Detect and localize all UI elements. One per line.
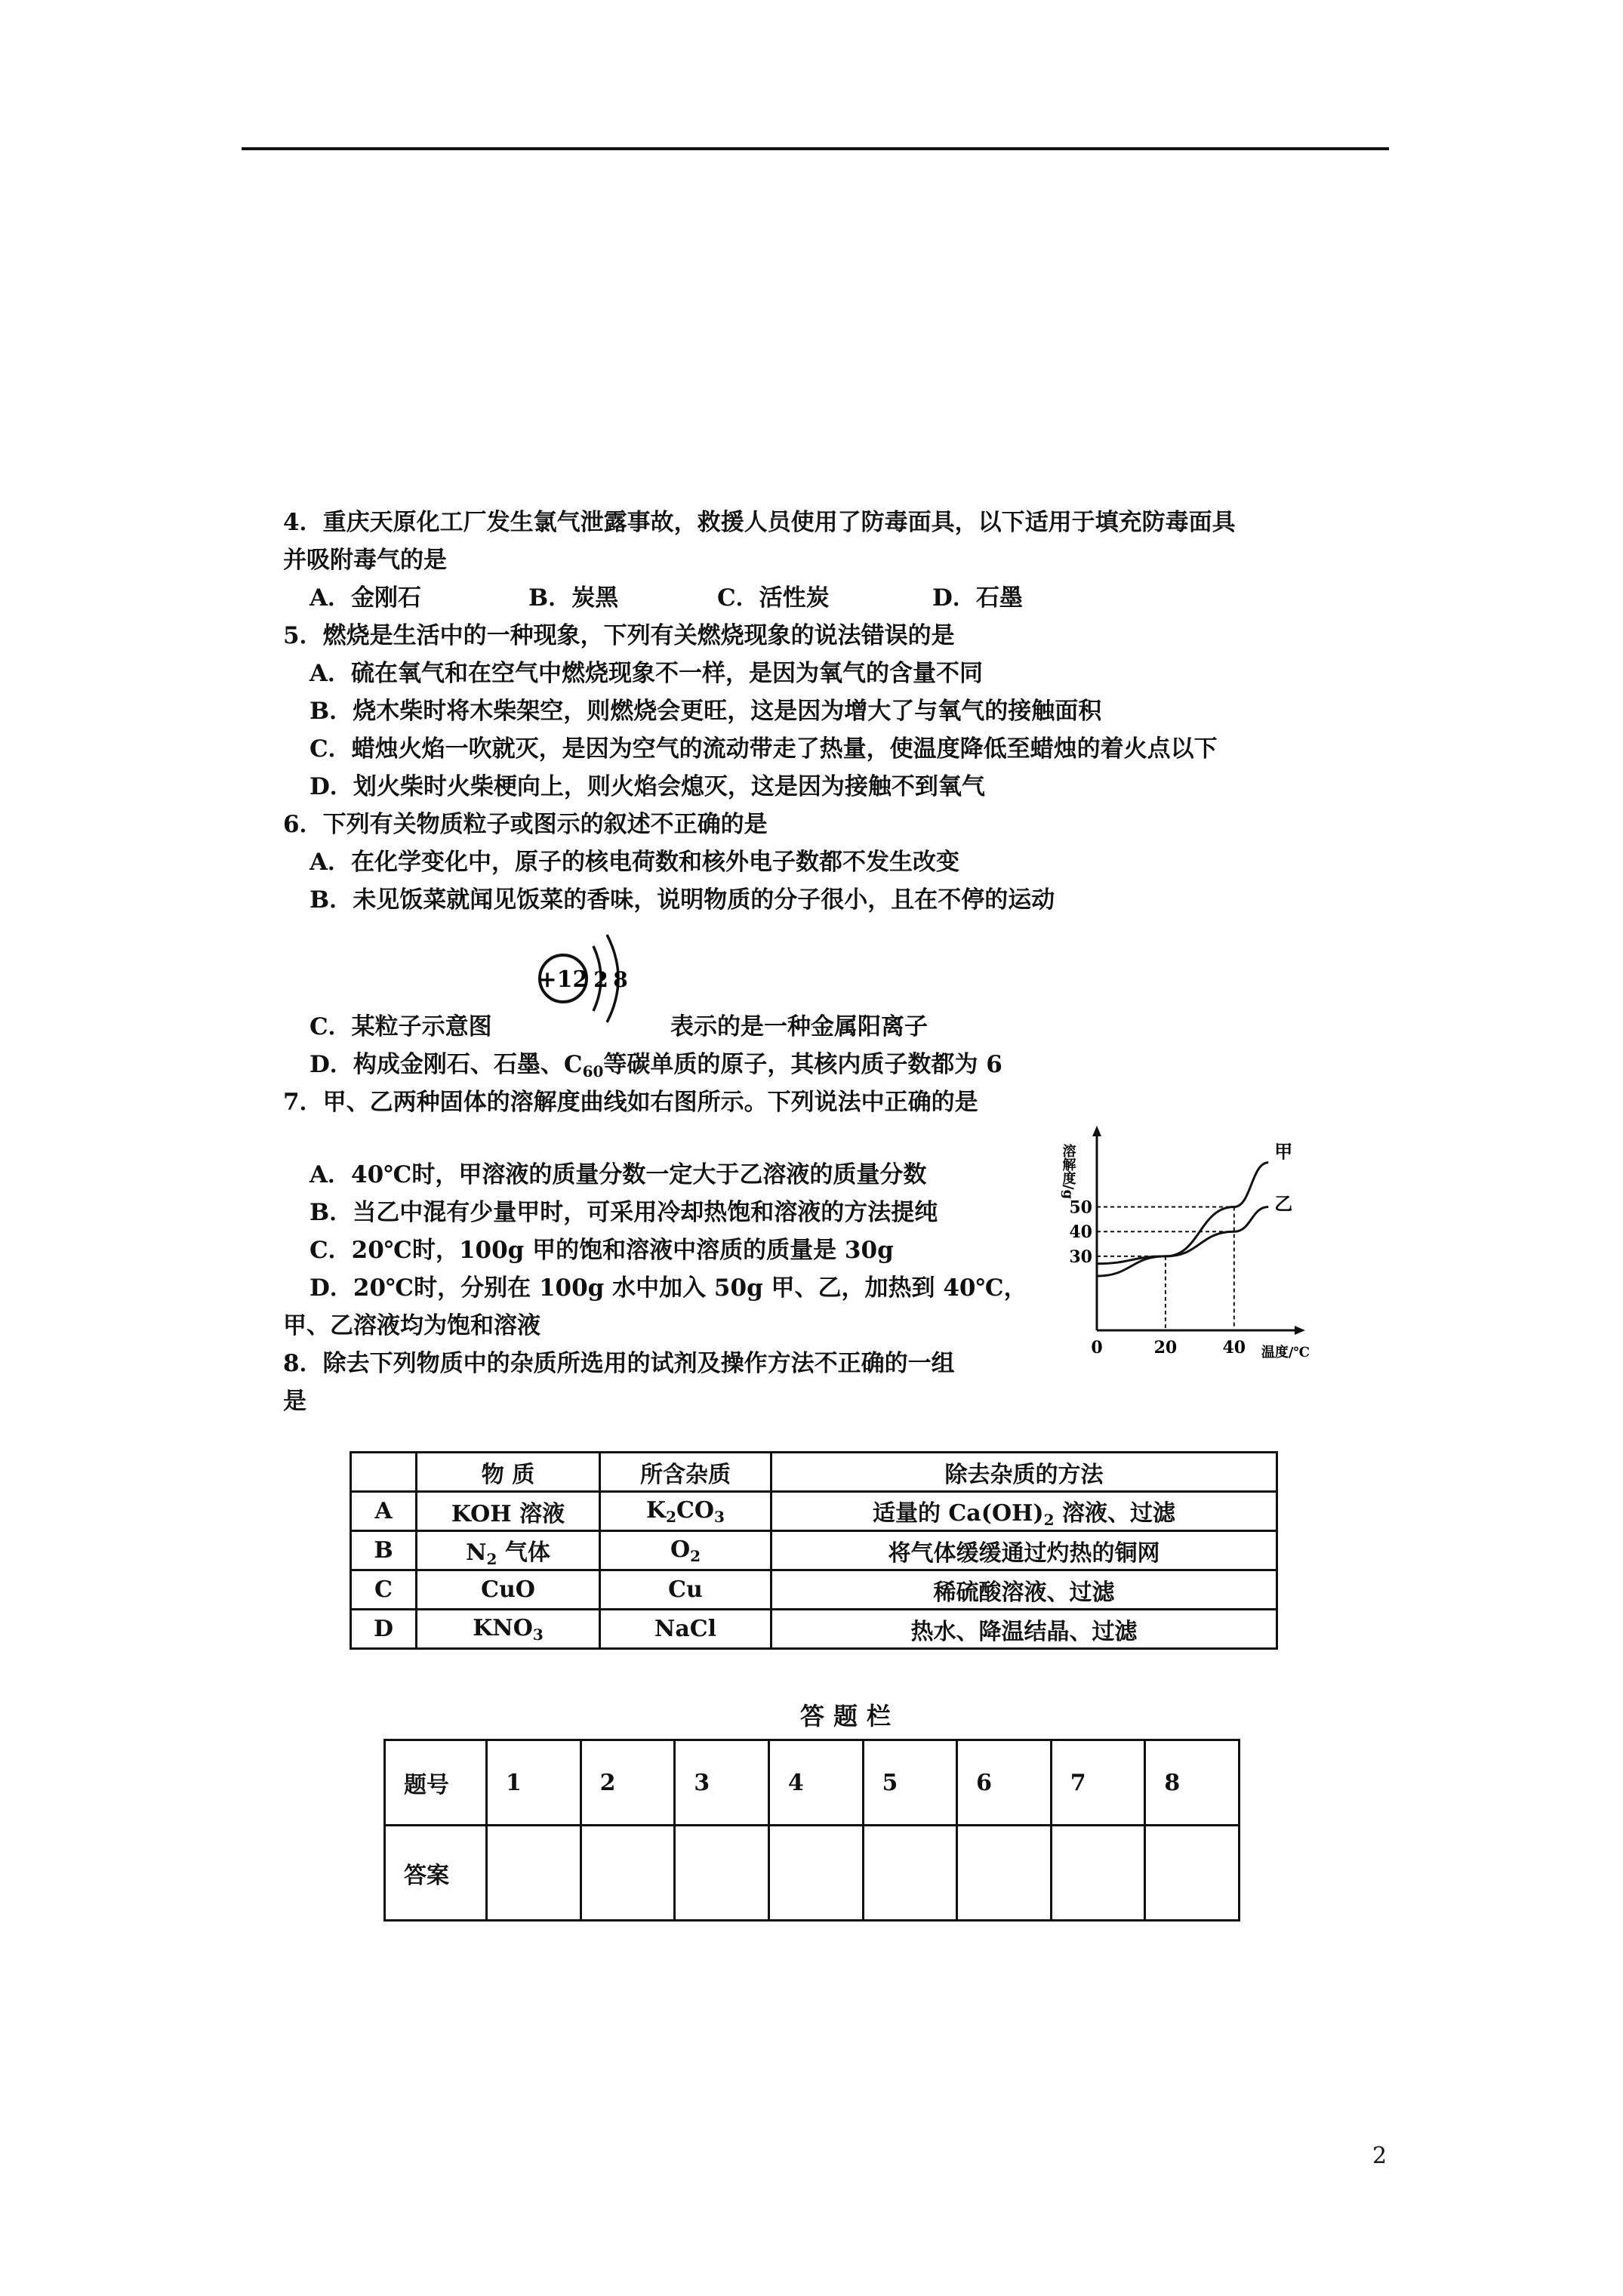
answer-row-label: 答案 [385,1826,487,1921]
answer-row-label: 题号 [385,1740,487,1826]
table-header-cell: 物 质 [417,1453,600,1492]
question-number-cell: 3 [675,1740,769,1826]
answer-cell[interactable] [675,1826,769,1921]
q4-option-b: B．炭黑 [528,584,619,612]
substance-text: 气体 [497,1539,550,1566]
substance-cell: CuO [417,1570,600,1610]
solubility-chart [1053,1125,1310,1367]
answer-cell[interactable] [487,1826,581,1921]
row-label: B [351,1531,417,1570]
series-curve [1097,1163,1268,1276]
q4-option-a: A．金刚石 [310,584,422,612]
q7-option-d-line1: D．20℃时，分别在 100g 水中加入 50g 甲、乙，加热到 40℃， [310,1274,1027,1302]
row-label: A [351,1492,417,1531]
answer-cell[interactable] [863,1826,957,1921]
row-label: D [351,1610,417,1649]
q4-option-d: D．石墨 [932,584,1023,612]
q5-option-a: A．硫在氧气和在空气中燃烧现象不一样，是因为氧气的含量不同 [310,660,984,687]
table-row [351,1531,1277,1570]
x-axis-arrow [1295,1326,1305,1335]
substance-sub: 3 [532,1625,544,1644]
impurity-table [350,1451,1278,1650]
table-row [351,1610,1277,1649]
answer-sheet-caption: 答题栏 [800,1702,901,1730]
q6-option-a: A．在化学变化中，原子的核电荷数和核外电子数都不发生改变 [310,849,960,876]
method-text: 适量的 Ca(OH) [872,1499,1044,1527]
substance-text: N [466,1539,487,1566]
answer-number-row [385,1740,1240,1826]
y-axis-arrow [1092,1126,1101,1136]
substance-cell [417,1610,600,1649]
method-sub: 2 [1043,1510,1055,1529]
question-number-cell: 2 [581,1740,675,1826]
substance-text: KNO [473,1614,533,1641]
impurity-text: CO [676,1496,715,1524]
impurity-sub: 2 [690,1546,701,1565]
impurity-cell: Cu [600,1570,771,1610]
method-cell: 稀硫酸溶液、过滤 [771,1570,1277,1610]
q6-option-d [310,1049,1002,1086]
q4-option-c: C．活性炭 [717,584,830,612]
q7-option-c: C．20℃时，100g 甲的饱和溶液中溶质的质量是 30g [310,1237,894,1264]
impurity-sub: 2 [666,1507,677,1526]
answer-input-row [385,1826,1240,1921]
q5-option-b: B．烧木柴时将木柴架空，则燃烧会更旺，这是因为增大了与氧气的接触面积 [310,698,1102,725]
question-number-cell: 5 [863,1740,957,1826]
chart-series [1097,1163,1268,1276]
series-label: 甲 [1274,1140,1293,1163]
x-tick-label: 0 [1091,1338,1103,1358]
q6-stem: 6．下列有关物质粒子或图示的叙述不正确的是 [283,811,768,838]
method-cell: 热水、降温结晶、过滤 [771,1610,1277,1649]
answer-cell[interactable] [768,1826,863,1921]
q7-option-a: A．40℃时，甲溶液的质量分数一定大于乙溶液的质量分数 [310,1161,927,1188]
impurity-sub: 3 [714,1507,725,1526]
answer-cell[interactable] [1145,1826,1240,1921]
q6-option-c-post: 表示的是一种金属阳离子 [670,1013,928,1040]
answer-cell[interactable] [581,1826,675,1921]
q8-line1: 8．除去下列物质中的杂质所选用的试剂及操作方法不正确的一组 [283,1350,955,1377]
series-curve [1097,1207,1268,1264]
q4-line1: 4．重庆天原化工厂发生氯气泄露事故，救援人员使用了防毒面具，以下适用于填充防毒面具 [283,509,1236,536]
header-rule [242,147,1389,150]
q4-line2: 并吸附毒气的是 [283,547,447,574]
question-number-cell: 1 [487,1740,581,1826]
substance-cell: KOH 溶液 [417,1492,600,1531]
x-tick-label: 20 [1153,1338,1178,1358]
method-text: 溶液、过滤 [1054,1499,1175,1527]
table-header-cell: 除去杂质的方法 [771,1453,1277,1492]
page-number: 2 [1372,2143,1387,2169]
question-number-cell: 4 [768,1740,863,1826]
chart-axes [1092,1126,1305,1335]
q5-option-d: D．划火柴时火柴梗向上，则火焰会熄灭，这是因为接触不到氧气 [310,773,985,800]
x-axis-label: 温度/℃ [1261,1345,1310,1361]
method-cell [771,1492,1277,1531]
table-header-row [351,1453,1277,1492]
q6-option-b: B．未见饭菜就闻见饭菜的香味，说明物质的分子很小，且在不停的运动 [310,886,1055,914]
q7-option-d-line2: 甲、乙溶液均为饱和溶液 [283,1312,540,1339]
q5-stem: 5．燃烧是生活中的一种现象，下列有关燃烧现象的说法错误的是 [283,622,955,649]
question-number-cell: 6 [957,1740,1052,1826]
atom-structure-diagram [528,912,664,1033]
answer-cell[interactable] [1051,1826,1145,1921]
chart-guides [1097,1207,1234,1330]
method-cell: 将气体缓缓通过灼热的铜网 [771,1531,1277,1570]
substance-sub: 2 [486,1549,497,1568]
series-label: 乙 [1274,1192,1293,1215]
shell2-electrons: 8 [613,967,628,992]
table-row [351,1570,1277,1610]
q6-option-d-post: 等碳单质的原子，其核内质子数都为 6 [603,1051,1002,1078]
table-row [351,1492,1277,1531]
q6-option-c-pre: C．某粒子示意图 [310,1013,492,1040]
impurity-text: K [646,1496,667,1524]
substance-cell [417,1531,600,1570]
x-tick-label: 40 [1222,1338,1246,1358]
impurity-cell [600,1492,771,1531]
question-number-cell: 7 [1051,1740,1145,1826]
impurity-text: O [670,1536,691,1563]
impurity-cell [600,1531,771,1570]
q5-option-c: C．蜡烛火焰一吹就灭，是因为空气的流动带走了热量，使温度降低至蜡烛的着火点以下 [310,735,1218,763]
y-tick-label: 30 [1069,1247,1092,1267]
q6-option-d-pre: D．构成金刚石、石墨、C [310,1051,583,1078]
table-header-cell: 所含杂质 [600,1453,771,1492]
impurity-cell: NaCl [600,1610,771,1649]
y-tick-label: 40 [1069,1222,1092,1243]
q7-option-b: B．当乙中混有少量甲时，可采用冷却热饱和溶液的方法提纯 [310,1199,938,1226]
y-axis-label: 溶解度/g [1060,1144,1076,1200]
row-label: C [351,1570,417,1610]
question-number-cell: 8 [1145,1740,1240,1826]
q6-option-d-sub: 60 [582,1062,604,1080]
table-header-cell [351,1453,417,1492]
nucleus-charge: +12 [537,966,589,993]
q8-line2: 是 [283,1388,306,1415]
y-tick-label: 50 [1069,1197,1092,1218]
q7-stem: 7．甲、乙两种固体的溶解度曲线如右图所示。下列说法中正确的是 [283,1089,978,1116]
shell1-electrons: 2 [593,967,608,992]
answer-cell[interactable] [957,1826,1052,1921]
answer-sheet-table [383,1739,1240,1922]
